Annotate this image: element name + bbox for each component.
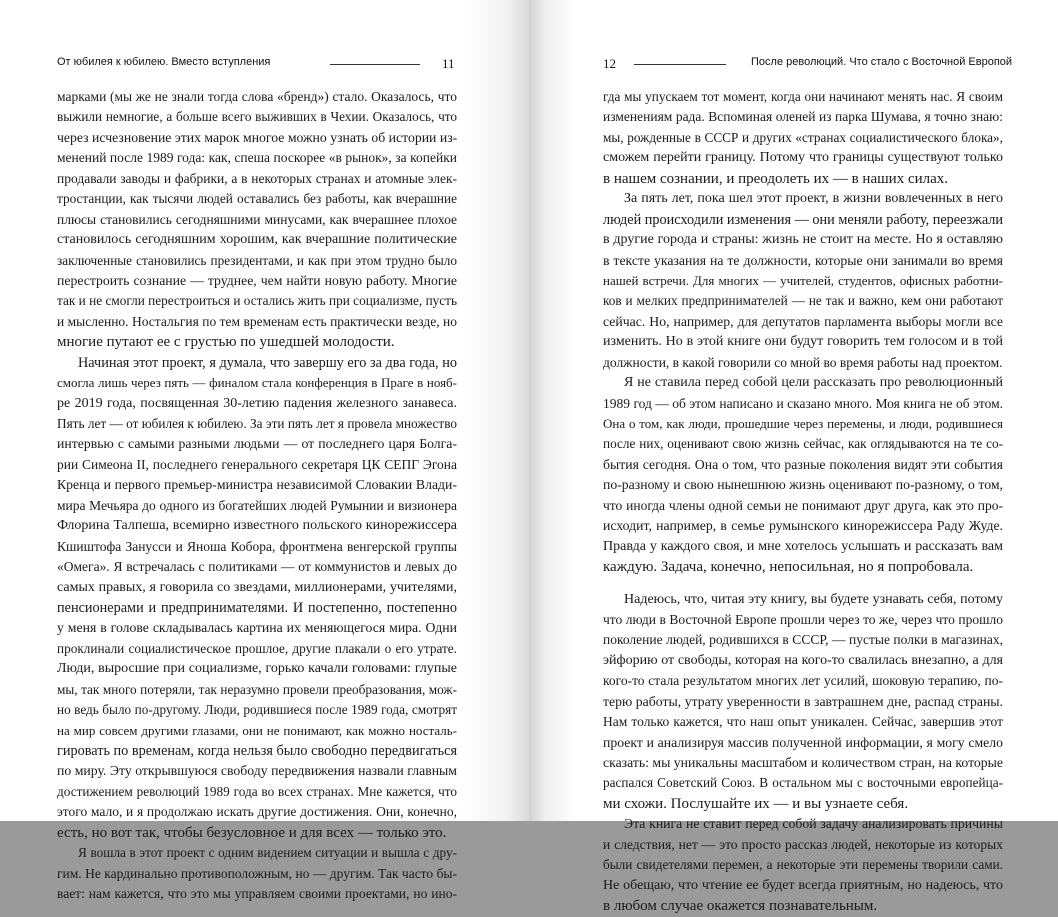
text-line: гировать по временам, когда нельзя было свободно передвигаться [57, 743, 457, 759]
text-line: изменить. Но в этой книге они будут говорить тем голосом и в той [603, 334, 1003, 350]
text-line: по-разному и свою нынешнюю жизнь оценивают по-разному, о том, [603, 477, 1003, 493]
text-line: гда мы упускаем тот момент, когда они начинают менять нас. Я своим [603, 89, 1003, 104]
text-line: сейчас. Но, например, для депутатов парламента выборы могли все [603, 313, 1003, 329]
text-line: так и не смогли перестроиться и остались жить при социализме, пусть [57, 293, 457, 309]
text-line: Пять лет — от юбилея к юбилею. За эти пять лет я провела множество [57, 416, 457, 431]
text-line: выжили немногие, а больше всего выживших в Чехии. Оказалось, что [57, 109, 457, 125]
text-line: в нашем сознании, и преодолеть их — в наших силах. [603, 170, 949, 187]
text-line: ков и мелких предпринимателей — не так и важно, кем они работают [603, 293, 1003, 309]
text-line: смогла лишь через пять — финалом стала конференция в Праге в нояб- [57, 375, 457, 391]
text-line: заключенные становились президентами, и как при этом трудно было [57, 252, 457, 268]
text-line: Эта книга не ставит перед собой задачу анализировать причины [624, 816, 1003, 832]
text-line: людей происходили изменения — они меняли работу, переезжали [603, 211, 1004, 228]
text-line: пенсионерами и предпринимателями. И постепенно, постепенно [57, 599, 457, 616]
page-number: 12 [603, 56, 616, 71]
text-line: менений после 1989 года: как, спеша поскорее «в рынок», за копейки [57, 150, 457, 166]
text-line: Нам только кажется, что наш опыт уникален. Сейчас, завершив этот [603, 714, 1003, 730]
text-line: этого мало, и я продолжаю искать другие достижения. Они, конечно, [57, 804, 457, 820]
page-number: 11 [442, 56, 455, 71]
text-line: многие путают ее с грустью по ушедшей молодости. [57, 334, 395, 351]
text-line: проклинали социалистическое прошлое, другие плакали о его утрате. [57, 640, 457, 656]
text-line: на мир совсем другими глазами, они не понимают, как можно носталь- [57, 722, 457, 738]
text-line: мы, рожденные в СССР и других «странах социалистического блока», [603, 129, 1003, 145]
text-line: интервью с самыми разными людьми — от последнего царя Болга- [57, 436, 457, 452]
text-line: нашей встречи. Для многих — учителей, студентов, офисных работни- [603, 272, 1003, 288]
header-rule [634, 64, 726, 65]
text-line: Я не ставила перед собой цели рассказать про революционный [624, 375, 1003, 391]
text-line: и мысленно. Ностальгия по тем временам есть практически везде, но [57, 313, 457, 329]
text-line: мира Мечьяра до одного из богатейших людей Румынии и визионера [57, 497, 457, 513]
text-line: становилось сегодняшним хорошим, как вчерашние политические [57, 232, 457, 248]
text-line: сказать: мы уникальны масштабом и количеством стран, на которые [603, 755, 1003, 770]
text-line: распался Советский Союз. В остальном мы с восточными европейца- [603, 775, 1003, 791]
running-head: От юбилея к юбилею. Вместо вступления [57, 56, 271, 68]
text-line: плюсы становились сегодняшними минусами, как вчерашнее плохое [57, 211, 457, 227]
text-line: есть, но вот так, чтобы безусловное и для всех — только это. [57, 824, 447, 841]
text-line: сможем перейти границу. Потому что границы существуют только [603, 150, 1003, 166]
text-line: эйфорию от свободы, которая на кого-то свалилась внезапно, а для [603, 652, 1003, 668]
text-line: в другие города и страны: жизнь не стоит на месте. Но я оставляю [603, 232, 1003, 248]
text-line: Надеюсь, что, читая эту книгу, вы будете узнавать себя, потому [624, 591, 1003, 607]
text-line: в любом случае окажется познавательным. [603, 898, 878, 915]
paragraph-gap [603, 578, 1003, 590]
text-line: проект и анализируя массив полученной информации, я могу смело [603, 734, 1003, 750]
text-line: Кренца и первого премьер-министра независимой Словакии Влади- [57, 477, 457, 493]
text-line: и следствия, нет — это просто рассказ людей, некоторые из которых [603, 836, 1003, 852]
text-line: терю работы, утрату уверенности в завтрашнем дне, распад страны. [603, 693, 1003, 709]
text-line: после них, оценивают свою жизнь сейчас, как оглядываются на те со- [603, 436, 1003, 452]
running-head: После революций. Что стало с Восточной Европой [751, 56, 1013, 68]
text-line: тростанции, как тысячи людей оставались без работы, как вчерашние [57, 191, 457, 207]
left-page [0, 0, 529, 902]
body-text [57, 87, 457, 905]
header-rule [330, 64, 420, 65]
text-line: За пять лет, пока шел этот проект, в жизни вовлеченных в него [624, 191, 1003, 207]
text-line: бытия сегодня. Она о том, что разные поколения видят эти события [603, 456, 1003, 472]
text-line: каждую. Задача, конечно, непосильная, но я попробовала. [603, 559, 974, 576]
text-line: перестроить сознание — труднее, чем найти новую работу. Многие [57, 272, 457, 288]
text-line: Не обещаю, что чтение ее будет всегда приятным, но надеюсь, что [603, 877, 1003, 893]
text-line: «Омега». Я встречалась с политиками — от коммунистов и левых до [57, 559, 457, 575]
text-line: через исчезновение этих марок многое можно узнать об истории из- [57, 129, 458, 145]
text-line: марками (мы же не знали тогда слова «бренд») стало. Оказалось, что [57, 89, 457, 104]
text-line: ми схожи. Послушайте их — и вы узнаете себя. [603, 795, 909, 812]
text-line: 1989 год — об этом написано и сказано много. Моя книга не об этом. [603, 395, 1003, 411]
text-line: должности, в какой говорили со мной во время работы над проектом. [603, 354, 1003, 370]
text-line: но ведь было по-другому. Люди, родившиеся после 1989 года, смотрят [57, 702, 457, 718]
text-line: Правда у каждого своя, и мне хотелось услышать и рассказать вам [603, 538, 1003, 554]
text-line: продавали заводы и фабрики, а в некоторых странах и атомные элек- [57, 170, 457, 186]
text-line: достижением революций 1989 года во всех странах. Мне кажется, что [57, 783, 457, 799]
text-line: были свидетелями перемен, а некоторые эти перемены творили сами. [603, 857, 1003, 873]
text-line: Начиная этот проект, я думала, что завершу его за два года, но [78, 354, 457, 371]
text-line: изменениям рада. Вспоминая оленей из парка Шумава, я точно знаю: [603, 109, 1003, 125]
text-line: рии Симеона II, последнего генерального секретаря ЦК СЕПГ Эгона [57, 456, 457, 472]
text-line: Кшиштофа Занусси и Яноша Кобора, фронтмена венгерской группы [57, 538, 457, 554]
text-line: у меня в голове складывалась картина их меняющегося мира. Одни [57, 620, 457, 636]
text-line: Она о том, как люди, прошедшие через перемены, и люди, родившиеся [603, 416, 1003, 431]
text-line: вает: нам кажется, что это мы управляем своими проектами, но ино- [57, 886, 457, 902]
text-line: что иногда члены одной семьи не понимают друг друга, как это про- [603, 497, 1003, 513]
text-line: по миру. Эту открывшуюся свободу передвижения назвали главным [57, 763, 457, 779]
text-line: поколение людей, родившихся в СССР, — пустые полки в магазинах, [603, 632, 1003, 648]
text-line: Люди, выросшие при социализме, горько качали головами: глупые [57, 661, 457, 677]
body-text [603, 87, 1003, 917]
text-line: самых правых, я говорила со звездами, миллионерами, учителями, [57, 579, 457, 595]
text-line: гим. Не кардинально противоположным, но — другим. Так часто бы- [57, 865, 457, 881]
text-line: ре 2019 года, посвященная 30-летию падения железного занавеса. [57, 395, 457, 411]
right-page [529, 0, 1058, 915]
text-line: что люди в Восточной Европе прошли через то же, через что прошло [603, 611, 1003, 627]
text-line: исходит, например, в семье румынского кинорежиссера Раду Жуде. [603, 518, 1003, 534]
text-line: кого-то стала результатом многих лет усилий, шоковую терапию, по- [603, 673, 1003, 689]
text-line: мы, так много потеряли, так неразумно провели преобразования, мож- [57, 681, 457, 697]
text-line: Я вошла в этот проект с одним видением ситуации и вышла с дру- [78, 845, 457, 861]
text-line: в тексте указания на те должности, которые они занимали во время [603, 252, 1003, 268]
text-line: Флорина Талпеша, всемирно известного польского кинорежиссера [57, 518, 457, 534]
